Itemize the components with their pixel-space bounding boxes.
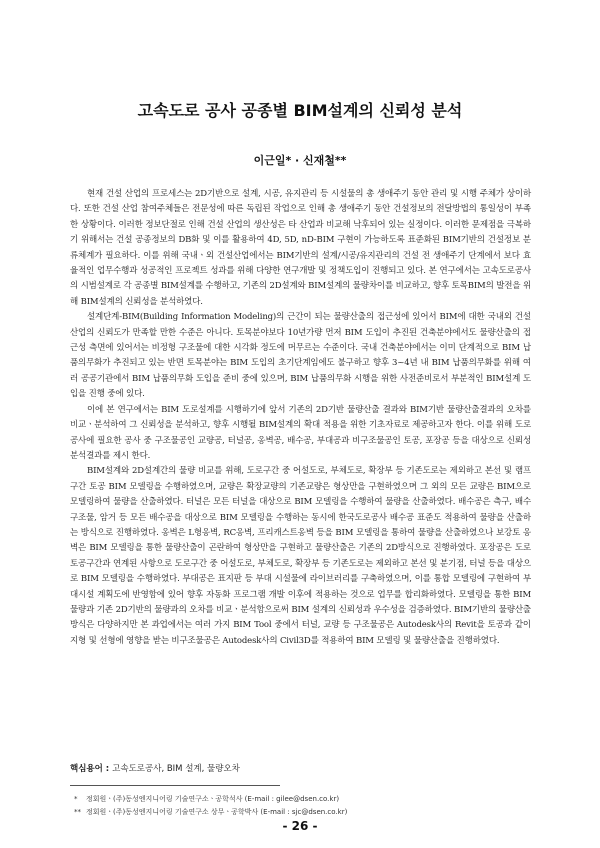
abstract-paragraph-2: 설계단계-BIM(Building Information Modeling)의 근간이 되는 물량산출의 접근성에 있어서 BIM에 대한 국내외 건설 산업의 신뢰도가 만족할 만한 수준은 아니다. 토목분야보다 10년가량 먼저 BIM 도입이 추진된 건축분야에서도 물량산출의 접근성 측면에 있어서는 비정형 구조물에 대한 시각화 정도에 머무르는 수준이다. 국내 건축분야에서는 이미 단계적으로 BIM 납품의무화가 추진되고 있는 반면 토목분야는 BIM 도입의 초기단계임에도 불구하고 향후 3~4년 내 BIM 납품의무화를 위해 여러 공공기관에서 BIM 납품의무화 도입을 준비 중에 있으며, BIM 납품의무화 시행을 위한 사전준비로서 부분적인 BIM설계 도입을 진행 중에 있다. bbox=[70, 312, 531, 400]
footnote-2 bbox=[74, 806, 534, 819]
abstract-paragraph-4: BIM설계와 2D설계간의 물량 비교를 위해, 도로구간 중 어설도로, 부체도로, 확장부 등 기존도로는 제외하고 본선 및 램프구간 토공 BIM 모델링을 수행하였으며, 교량은 확장교량의 기존교량은 형상만을 구현하였으며 그 외의 모든 교량은 BIM으로 모델링하여 물량을 산출하였다. 터널은 모든 터널을 대상으로 BIM 모델링을 수행하여 물량을 산출하였다. 배수공은 측구, 배수구조물, 암거 등 모든 배수공을 대상으로 BIM 모델링을 수행하는 동시에 한국도로공사 배수공 표준도 적용하여 물량을 산출하는 방식으로 진행하였다. 옹벽은 L형옹벽, RC옹벽, 프리캐스트옹벽 등을 BIM 모델링을 통하여 물량을 산출하였으나 보강토 옹벽은 BIM 모델링을 통한 물량산출이 곤란하여 형상만을 구현하고 물량산출은 기존의 2D방식으로 진행하였다. 포장공은 도로 토공구간과 연계된 사항으로 도로구간 중 어설도로, 부체도로, 확장부 등 기존도로는 제외하고 본선 및 분기점, 터널 등을 대상으로 BIM 모델링을 수행하였다. 부대공은 표지판 등 부대 시설물에 라이브러리를 구축하였으며, 이를 통합 모델링에 구현하여 부대시설 계획도에 반영함에 있어 향후 자동화 프로그램 개발 이후에 적용하는 것으로 업무를 합리화하였다. 모델링을 통한 BIM 물량과 기존 2D기반의 물량과의 오차를 비교ㆍ분석함으로써 BIM 설계의 신뢰성과 우수성을 검증하였다. BIM기반의 물량산출 방식은 다양하지만 본 과업에서는 여러 가지 BIM Tool 중에서 터널, 교량 등 구조물공은 Autodesk사의 Revit을 토공과 같이 지형 및 선형에 영향을 받는 비구조물공은 Autodesk사의 Civil3D를 적용하여 BIM 모델링 및 물량산출을 진행하였다. bbox=[70, 466, 531, 646]
footnotes bbox=[74, 793, 534, 819]
abstract-body bbox=[70, 187, 531, 649]
keywords bbox=[70, 762, 530, 774]
abstract-paragraph-3: 이에 본 연구에서는 BIM 도로설계를 시행하기에 앞서 기존의 2D기반 물량산출 결과와 BIM기반 물량산출결과의 오차를 비교ㆍ분석하여 그 신뢰성을 분석하고, 향후 시행될 BIM설계의 확대 적용을 위한 기초자료로 제공하고자 한다. 이를 위해 도로공사에 필요한 공사 중 구조물공인 교량공, 터널공, 옹벽공, 배수공, 부대공과 비구조물공인 토공, 포장공 등을 대상으로 신뢰성 분석결과를 제시 한다. bbox=[70, 404, 531, 461]
page-number: - 26 - bbox=[282, 819, 318, 833]
footnote-divider bbox=[70, 785, 280, 786]
footnote-text: 정회원ㆍ(주)동성엔지니어링 기술연구소ㆍ공학석사 (E-mail : gilee@dsen.co.kr) bbox=[86, 795, 340, 803]
keywords-label: 핵심용어 : bbox=[70, 764, 110, 774]
footnote-text: 정회원ㆍ(주)동성엔지니어링 기술연구소 상무ㆍ공학박사 (E-mail : sjc@dsen.co.kr) bbox=[86, 808, 348, 816]
footnote-mark: ** bbox=[74, 808, 81, 816]
paper-title: 고속도로 공사 공종별 BIM설계의 신뢰성 분석 bbox=[137, 101, 463, 120]
footnote-mark: * bbox=[74, 795, 78, 803]
footnote-1 bbox=[74, 793, 534, 806]
abstract-paragraph-1: 현재 건설 산업의 프로세스는 2D기반으로 설계, 시공, 유지관리 등 시설물의 총 생애주기 동안 관리 및 시행 주체가 상이하다. 또한 건설 산업 참여주체들은 전문성에 따른 독립된 작업으로 인해 총 생애주기 동안 건설정보의 전달방법의 통일성이 부족한 상황이다. 이러한 정보단절로 인해 건설 산업의 생산성은 타 산업과 비교해 낙후되어 있는 실정이다. 이러한 문제점을 극복하기 위해서는 건설 공종정보의 DB화 및 이를 활용하여 4D, 5D, nD-BIM 구현이 가능하도록 표준화된 BIM기반의 건설정보 분류체계가 필요하다. 이를 위해 국내ㆍ외 건설산업에서는 BIM기반의 설계/시공/유지관리의 건설 전 생애주기 단계에서 보다 효율적인 업무수행과 성공적인 프로젝트 성과를 위해 다양한 연구개발 및 정책도입이 진행되고 있다. 본 연구에서는 고속도로공사의 시범설계로 각 공종별 BIM설계를 수행하고, 기존의 2D설계와 BIM설계의 물량차이를 비교하고, 향후 토목BIM의 발전을 위해 BIM설계의 신뢰성을 분석하였다. bbox=[70, 189, 532, 307]
paper-authors: 이근일* · 신재철** bbox=[253, 154, 347, 167]
keywords-values: 고속도로공사, BIM 설계, 물량오차 bbox=[112, 764, 240, 774]
